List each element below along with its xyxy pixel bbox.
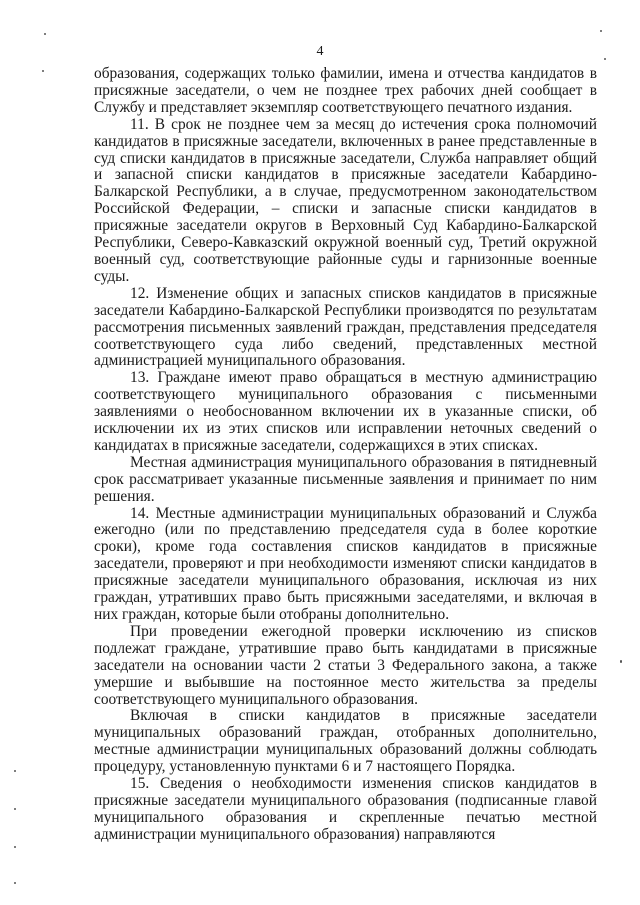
paragraph-14-continued: При проведении ежегодной проверки исключению из списков подлежат граждане, утратившие право быть кандидатами в присяжные заседатели на основании части 2 статьи 3 Федерального закона, а также умершие и выбывшие на постоянное место жительства за пределы соответствующего муниципального образования. xyxy=(94,622,597,708)
scan-speck xyxy=(14,808,16,810)
scan-speck xyxy=(14,846,16,848)
paragraph-11: 11. В срок не позднее чем за месяц до истечения срока полномочий кандидатов в присяжные заседатели, включенных в ранее представленные в суд списки кандидатов в присяжные заседатели, Служба направляет общий и запасной списки кандидатов в присяжные заседатели Кабардино-Балкарской Республики, а в случае, предусмотренном законодательством Российской Федерации, – списки и запасные списки кандидатов в присяжные заседатели округов в Верховный Суд Кабардино-Балкарской Республики, Северо-Кавказский окружной военный суд, Третий окружной военный суд, соответствующие районные суды и гарнизонные военные суды. xyxy=(94,115,597,285)
scan-speck xyxy=(620,660,622,663)
scan-speck xyxy=(42,70,44,72)
document-body xyxy=(94,66,597,844)
paragraph-15: 15. Сведения о необходимости изменения списков кандидатов в присяжные заседатели муниципального образования (подписанные главой муниципального образования и скрепленные печатью местной администрации муниципального образования) направляются xyxy=(94,775,597,843)
paragraph-14: 14. Местные администрации муниципальных образований и Служба ежегодно (или по представлению председателя суда в более короткие сроки), кроме года составления списков кандидатов в присяжные заседатели, проверяют и при необходимости изменяют списки кандидатов в присяжные заседатели муниципального образования, исключая из них граждан, утративших право быть присяжными заседателями, и включая в них граждан, которые были отобраны дополнительно. xyxy=(94,504,597,623)
scan-speck xyxy=(600,30,602,32)
scan-speck xyxy=(44,33,46,35)
paragraph-14-final: Включая в списки кандидатов в присяжные заседатели муниципальных образований граждан, отобранных дополнительно, местные администрации муниципальных образований должны соблюдать процедуру, установленную пунктами 6 и 7 настоящего Порядка. xyxy=(94,707,597,776)
paragraph-12: 12. Изменение общих и запасных списков кандидатов в присяжные заседатели Кабардино-Балкарской Республики производятся по результатам рассмотрения письменных заявлений граждан, представления председателя соответствующего суда либо сведений, представленных местной администрацией муниципального образования. xyxy=(94,284,597,370)
paragraph-13: 13. Граждане имеют право обращаться в местную администрацию соответствующего муниципального образования с письменными заявлениями о необоснованном включении их в указанные списки, об исключении их из этих списков или исправлении неточных сведений о кандидатах в присяжные заседатели, содержащихся в этих списках. xyxy=(94,369,597,454)
scan-speck xyxy=(604,58,606,60)
scan-speck xyxy=(14,882,16,884)
page-number: 4 xyxy=(316,44,324,59)
paragraph-continuation: образования, содержащих только фамилии, имена и отчества кандидатов в присяжные заседатели, о чем не позднее трех рабочих дней сообщает в Службу и представляет экземпляр соответствующего печатного издания. xyxy=(94,65,597,116)
scan-speck xyxy=(14,770,16,772)
paragraph-13-continued: Местная администрация муниципального образования в пятидневный срок рассматривает указанные письменные заявления и принимает по ним решения. xyxy=(94,453,597,505)
